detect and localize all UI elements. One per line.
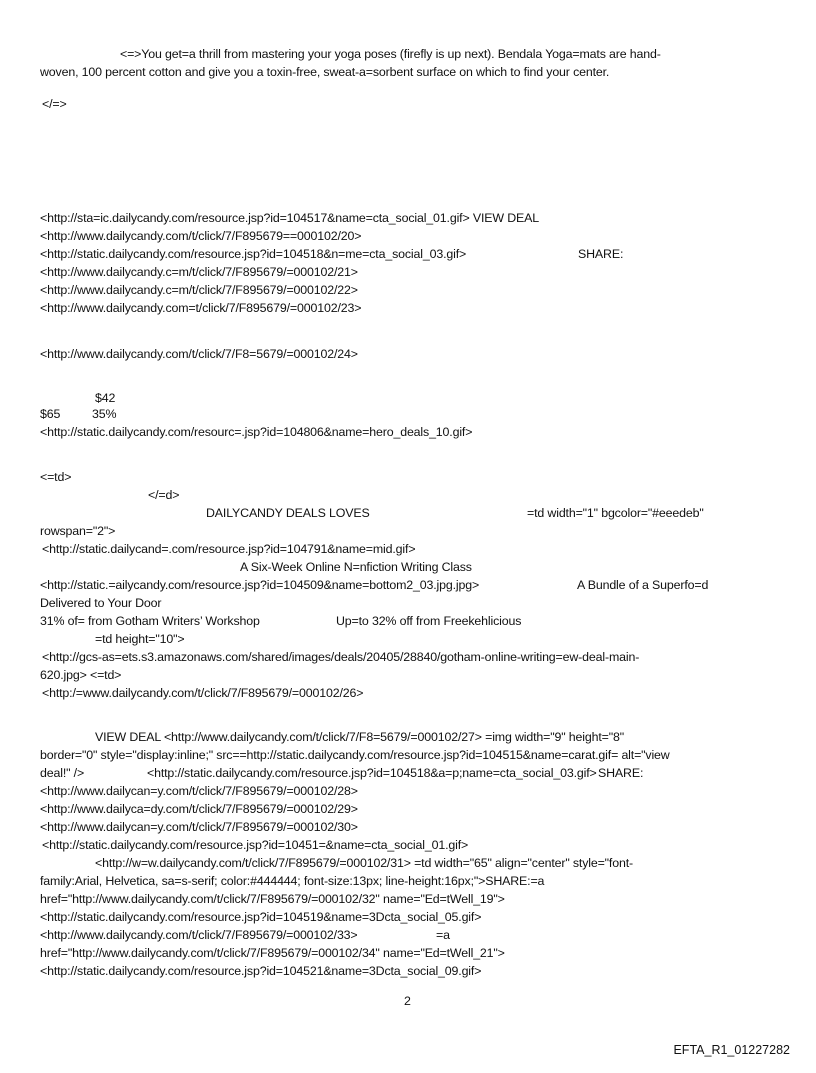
- text-line: href="http://www.dailycandy.com/t/click/7/F895679/=000102/32" name="Ed=tWell_19">: [40, 892, 505, 906]
- text-line: Delivered to Your Door: [40, 596, 162, 610]
- text-line: =td height="10">: [95, 632, 185, 646]
- deal-title: A Bundle of a Superfo=d: [577, 578, 709, 592]
- text-line: <http://www.dailycandy.com=t/click/7/F895679/=000102/23>: [40, 301, 362, 315]
- text-line: <http:/=www.dailycandy.com/t/click/7/F895679/=000102/26>: [42, 686, 364, 700]
- text-line: <http://www.dailycandy.c=m/t/click/7/F895679/=000102/22>: [40, 283, 358, 297]
- deal-title: A Six-Week Online N=nfiction Writing Class: [240, 560, 472, 574]
- text-line: border="0" style="display:inline;" src==http://static.dailycandy.com/resource.jsp?id=104515&name=carat.gif= alt="view: [40, 748, 670, 762]
- text-line: =a: [436, 928, 450, 942]
- text-line: <http://static.dailycandy.com/resource.jsp?id=104521&name=3Dcta_social_09.gif>: [40, 964, 482, 978]
- text-line: <http://static.=ailycandy.com/resource.jsp?id=104509&name=bottom2_03.jpg.jpg>: [40, 578, 480, 592]
- text-line: <http://static.dailycandy.com/resource.jsp?id=104518&n=me=cta_social_03.gif>: [40, 247, 467, 261]
- deal-subtitle: 31% of= from Gotham Writers’ Workshop: [40, 614, 260, 628]
- text-line: <http://static.dailycandy.com/resource.jsp?id=10451=&name=cta_social_01.gif>: [42, 838, 469, 852]
- text-line: 620.jpg> <=td>: [40, 668, 122, 682]
- text-line: <http://www.dailyca=dy.com/t/click/7/F895679/=000102/29>: [40, 802, 358, 816]
- text-line: woven, 100 percent cotton and give you a toxin-free, sweat-a=sorbent surface on which to find your center.: [40, 65, 610, 79]
- text-line: <http://static.dailycandy.com/resourc=.jsp?id=104806&name=hero_deals_10.gif>: [40, 425, 473, 439]
- text-line: <http://www.dailycan=y.com/t/click/7/F895679/=000102/30>: [40, 820, 358, 834]
- discount-percent: 35%: [92, 407, 117, 421]
- text-line: <http://www.dailycan=y.com/t/click/7/F895679/=000102/28>: [40, 784, 358, 798]
- text-line: <http://www.dailycandy.com/t/click/7/F895679/=000102/33>: [40, 928, 358, 942]
- text-line: <http://static.dailycand=.com/resource.jsp?id=104791&name=mid.gif>: [42, 542, 416, 556]
- text-line: rowspan="2">: [40, 524, 116, 538]
- text-line: </=>: [42, 97, 67, 111]
- section-heading: DAILYCANDY DEALS LOVES: [206, 506, 370, 520]
- text-line: href="http://www.dailycandy.com/t/click/7/F895679/=000102/34" name="Ed=tWell_21">: [40, 946, 505, 960]
- page-number: 2: [404, 994, 411, 1008]
- deal-subtitle: Up=to 32% off from Freekehlicious: [336, 614, 522, 628]
- text-line: family:Arial, Helvetica, sa=s-serif; color:#444444; font-size:13px; line-height:16px;">SHARE:=a: [40, 874, 545, 888]
- text-line: deal!" />: [40, 766, 85, 780]
- text-line: =td width="1" bgcolor="#eeedeb": [527, 506, 704, 520]
- text-line: <http://static.dailycandy.com/resource.jsp?id=104518&a=p;name=cta_social_03.gif>: [147, 766, 597, 780]
- document-id-footer: EFTA_R1_01227282: [673, 1043, 790, 1057]
- text-line: VIEW DEAL <http://www.dailycandy.com/t/click/7/F8=5679/=000102/27> =img width="9" height="8": [95, 730, 624, 744]
- text-line: <http://www.dailycandy.com/t/click/7/F895679==000102/20>: [40, 229, 362, 243]
- original-price: $65: [40, 407, 61, 421]
- text-line: <http://www.dailycandy.c=m/t/click/7/F895679/=000102/21>: [40, 265, 358, 279]
- text-line: <=>You get=a thrill from mastering your yoga poses (firefly is up next). Bendala Yoga=mats are hand-: [120, 47, 661, 61]
- text-line: <=td>: [40, 470, 72, 484]
- text-line: <http://www.dailycandy.com/t/click/7/F8=5679/=000102/24>: [40, 347, 358, 361]
- share-label: SHARE:: [578, 247, 624, 261]
- text-line: <http://sta=ic.dailycandy.com/resource.jsp?id=104517&name=cta_social_01.gif> VIEW DEAL: [40, 211, 539, 225]
- deal-price: $42: [95, 391, 116, 405]
- text-line: <http://gcs-as=ets.s3.amazonaws.com/shared/images/deals/20405/28840/gotham-online-writing=ew-deal-main-: [42, 650, 640, 664]
- share-label: SHARE:: [598, 766, 644, 780]
- text-line: <http://static.dailycandy.com/resource.jsp?id=104519&name=3Dcta_social_05.gif>: [40, 910, 482, 924]
- text-line: </=d>: [148, 488, 180, 502]
- text-line: <http://w=w.dailycandy.com/t/click/7/F895679/=000102/31> =td width="65" align="center" style="font-: [95, 856, 633, 870]
